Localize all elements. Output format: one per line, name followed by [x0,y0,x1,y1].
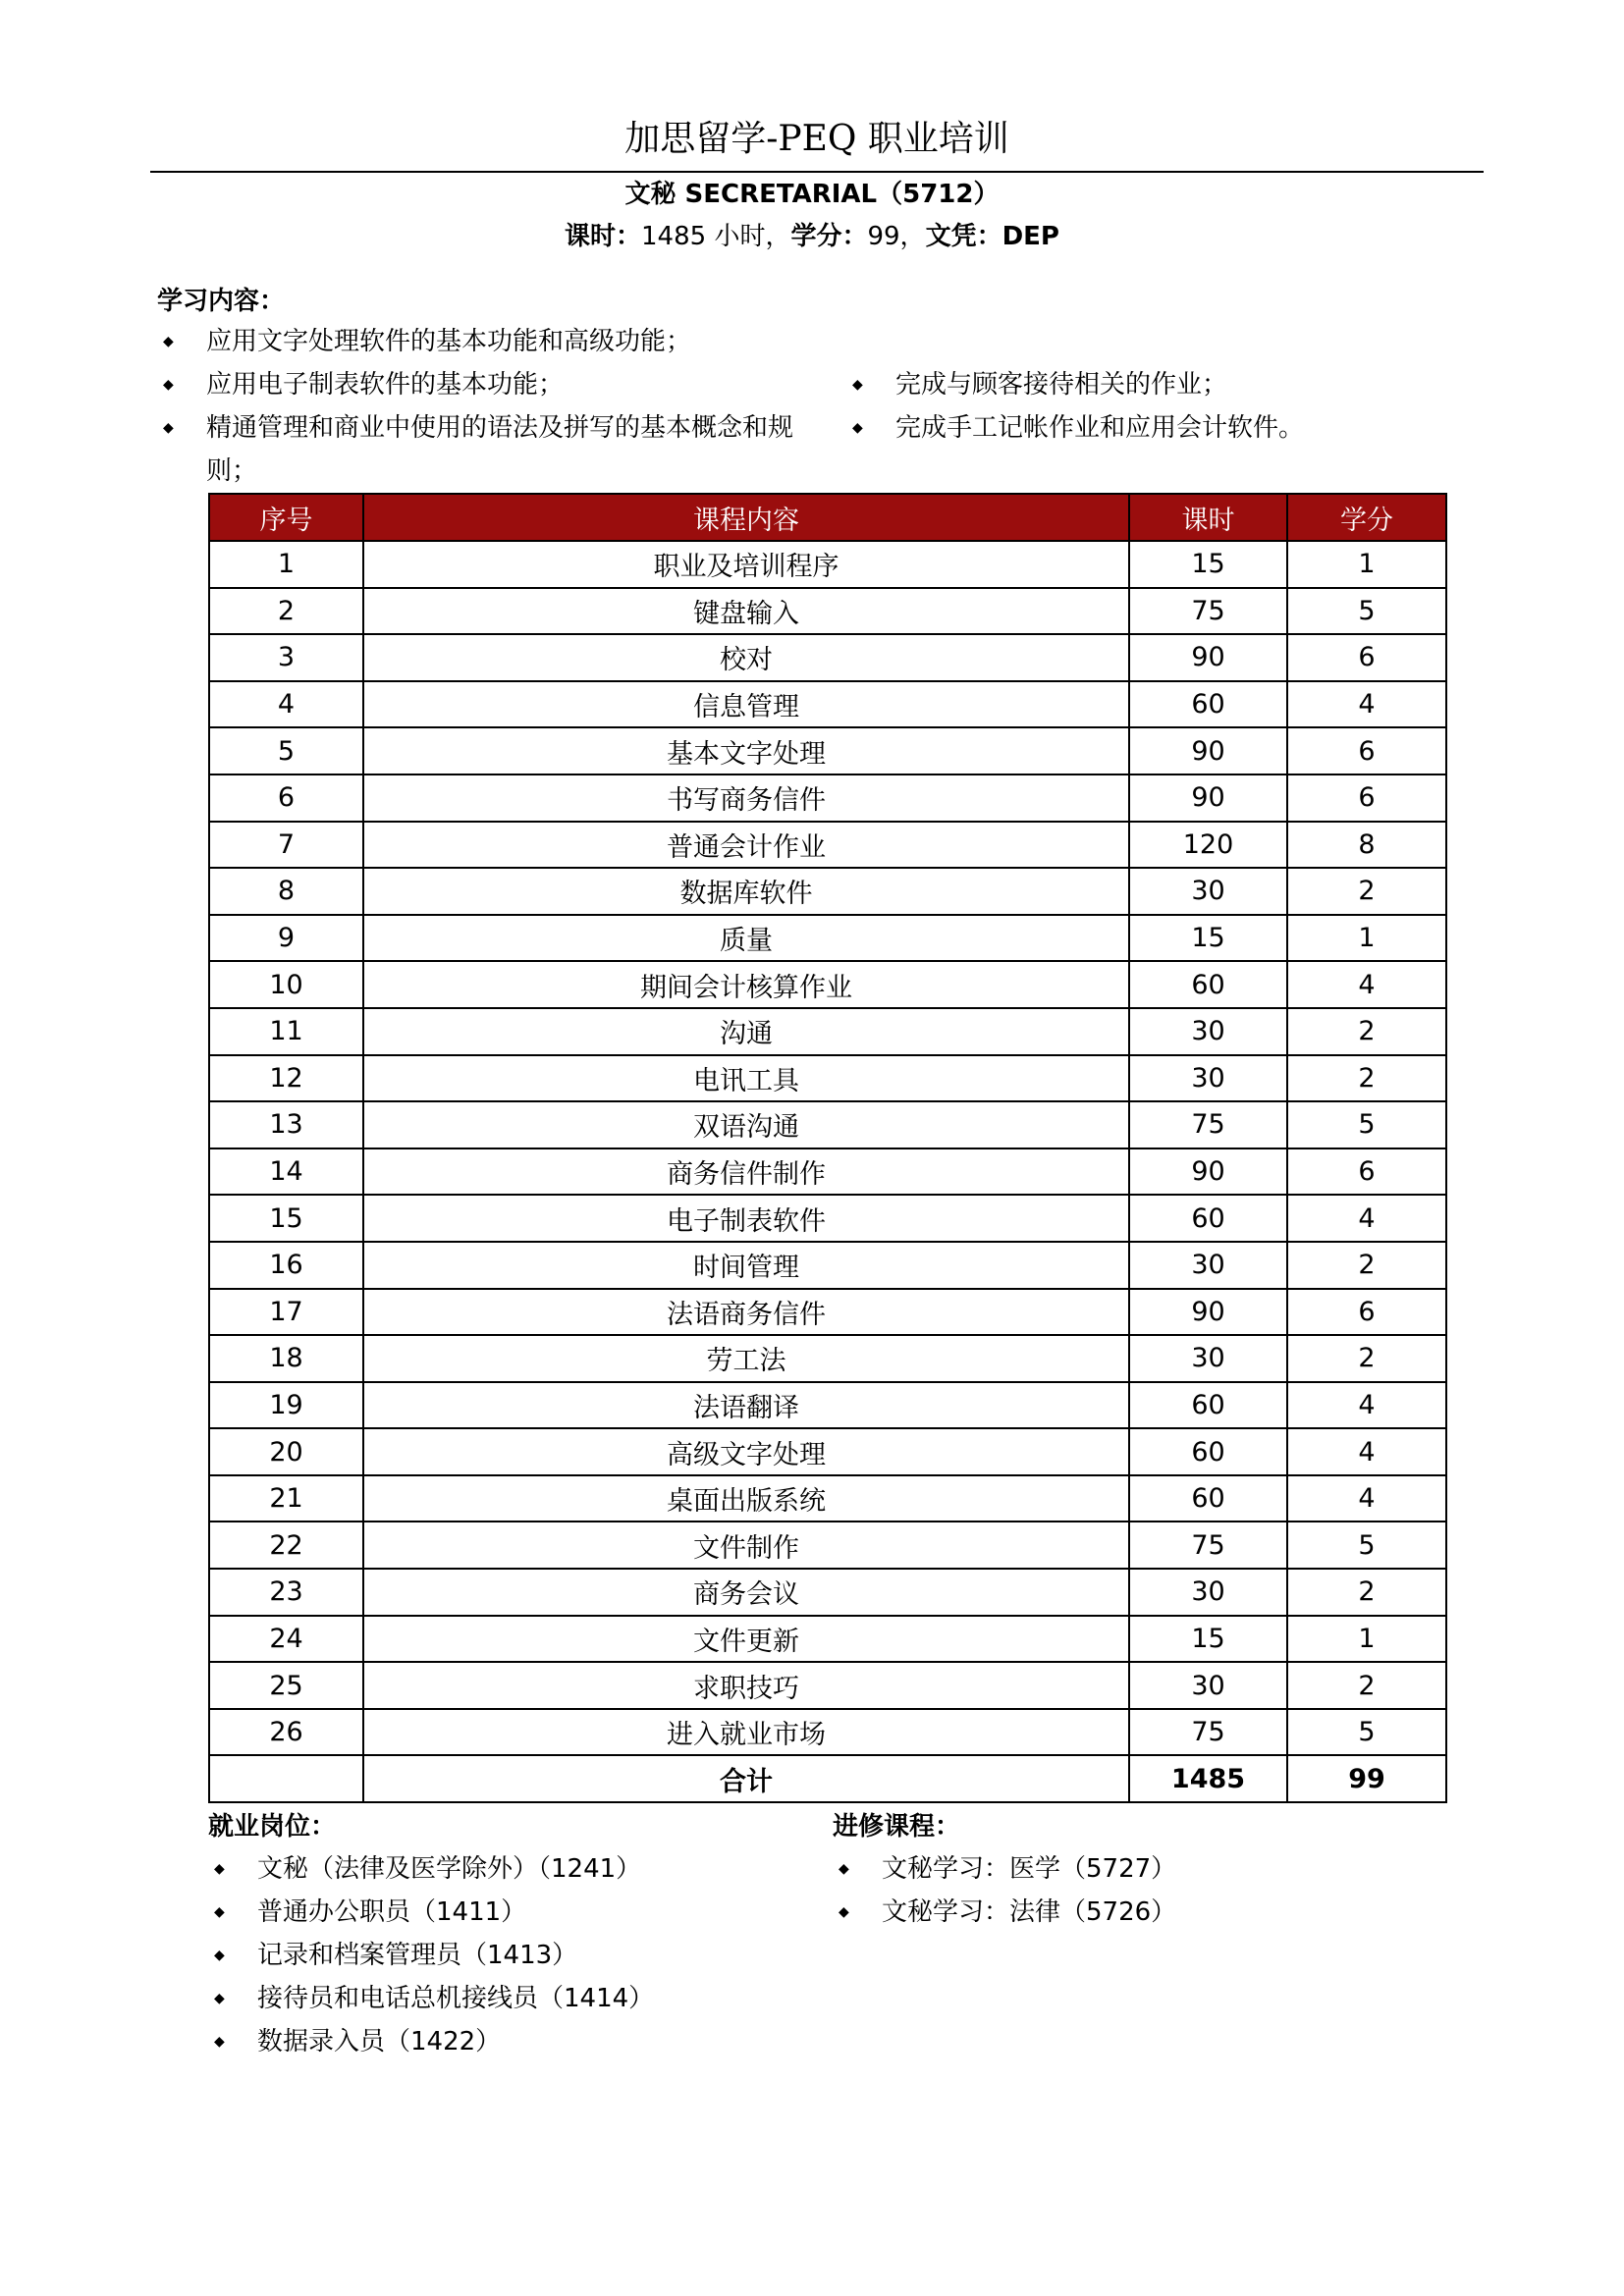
list-item: ◆ 数据录入员（1422） [208,2020,817,2063]
cell-hours: 15 [1129,915,1287,962]
cell-hours: 30 [1129,1662,1287,1709]
bullet-icon: ◆ [839,1861,849,1877]
cell-credits: 5 [1287,1522,1446,1569]
total-cell-number [209,1755,363,1802]
cell-credits: 5 [1287,1709,1446,1756]
column-header-course: 课程内容 [363,494,1129,541]
table-row [209,1382,1446,1429]
cell-number: 4 [209,681,363,728]
cell-number: 23 [209,1569,363,1616]
cell-credits: 5 [1287,588,1446,635]
cell-hours: 75 [1129,1709,1287,1756]
table-row [209,1616,1446,1663]
diploma-value: DEP [1001,222,1059,251]
cell-course: 电子制表软件 [363,1195,1129,1242]
table-row [209,1335,1446,1382]
list-item: ◆ 完成手工记帐作业和应用会计软件。 [846,406,1455,450]
cell-hours: 60 [1129,1428,1287,1475]
cell-credits: 2 [1287,1008,1446,1055]
table-row [209,1522,1446,1569]
table-header-row [209,494,1446,541]
jobs-list [208,1847,817,2063]
table-row [209,915,1446,962]
cell-course: 高级文字处理 [363,1428,1129,1475]
cell-number: 26 [209,1709,363,1756]
cell-credits: 4 [1287,961,1446,1008]
cell-credits: 6 [1287,634,1446,681]
cell-credits: 5 [1287,1101,1446,1148]
table-body [209,541,1446,1802]
bullet-icon: ◆ [214,1991,225,2006]
cell-credits: 2 [1287,1242,1446,1289]
table-row [209,1569,1446,1616]
cell-number: 19 [209,1382,363,1429]
cell-credits: 2 [1287,1335,1446,1382]
table-row [209,588,1446,635]
table-row [209,1662,1446,1709]
cell-hours: 30 [1129,1335,1287,1382]
cell-hours: 30 [1129,868,1287,915]
table-row [209,1289,1446,1336]
cell-course: 文件制作 [363,1522,1129,1569]
course-table [208,493,1447,1803]
list-item: ◆ 文秘学习：法律（5726） [833,1891,1441,1934]
table-row [209,822,1446,869]
cell-hours: 60 [1129,1195,1287,1242]
cell-number: 8 [209,868,363,915]
page-header [150,108,1484,173]
cell-number: 13 [209,1101,363,1148]
hours-label: 课时： [565,222,642,251]
cell-hours: 15 [1129,541,1287,588]
cell-hours: 90 [1129,634,1287,681]
table-row [209,541,1446,588]
cell-course: 法语商务信件 [363,1289,1129,1336]
table-row [209,1101,1446,1148]
table-row [209,1709,1446,1756]
column-header-number: 序号 [209,494,363,541]
cell-credits: 2 [1287,1569,1446,1616]
hours-value: 1485 小时， [641,222,791,251]
study-list-right [846,363,1455,450]
study-heading: 学习内容： [157,287,286,316]
column-header-credits: 学分 [1287,494,1446,541]
bullet-icon: ◆ [163,420,174,436]
cell-number: 18 [209,1335,363,1382]
cell-hours: 60 [1129,961,1287,1008]
cell-hours: 75 [1129,588,1287,635]
cell-course: 信息管理 [363,681,1129,728]
cell-credits: 8 [1287,822,1446,869]
table-row [209,961,1446,1008]
cell-number: 21 [209,1475,363,1522]
cell-course: 法语翻译 [363,1382,1129,1429]
cell-course: 键盘输入 [363,588,1129,635]
cell-course: 进入就业市场 [363,1709,1129,1756]
cell-hours: 60 [1129,1382,1287,1429]
cell-hours: 90 [1129,774,1287,822]
total-cell-course: 合计 [363,1755,1129,1802]
table-row [209,727,1446,774]
cell-credits: 4 [1287,1195,1446,1242]
cell-credits: 1 [1287,915,1446,962]
cell-credits: 6 [1287,1148,1446,1196]
cell-number: 7 [209,822,363,869]
list-item: ◆ 文秘（法律及医学除外）（1241） [208,1847,817,1891]
document-title: 加思留学-PEQ 职业培训 [624,119,1009,159]
bullet-icon: ◆ [839,1904,849,1920]
list-item: ◆ 普通办公职员（1411） [208,1891,817,1934]
bullet-icon: ◆ [214,1904,225,1920]
cell-hours: 60 [1129,1475,1287,1522]
cell-hours: 75 [1129,1101,1287,1148]
cell-hours: 15 [1129,1616,1287,1663]
list-item: ◆ 完成与顾客接待相关的作业； [846,363,1455,406]
program-summary [0,216,1624,252]
cell-hours: 75 [1129,1522,1287,1569]
cell-course: 数据库软件 [363,868,1129,915]
program-title: 文秘 SECRETARIAL（5712） [624,180,1000,209]
cell-course: 普通会计作业 [363,822,1129,869]
cell-course: 校对 [363,634,1129,681]
cell-course: 期间会计核算作业 [363,961,1129,1008]
cell-number: 22 [209,1522,363,1569]
jobs-heading: 就业岗位： [208,1812,337,1842]
further-list [833,1847,1441,1934]
cell-number: 24 [209,1616,363,1663]
table-total-row [209,1755,1446,1802]
cell-credits: 4 [1287,1475,1446,1522]
cell-number: 14 [209,1148,363,1196]
table-row [209,1195,1446,1242]
cell-number: 5 [209,727,363,774]
table-row [209,1148,1446,1196]
cell-course: 电讯工具 [363,1055,1129,1102]
cell-number: 25 [209,1662,363,1709]
bullet-icon: ◆ [163,377,174,393]
cell-number: 3 [209,634,363,681]
table-row [209,681,1446,728]
table-row [209,1475,1446,1522]
diploma-label: 文凭： [925,222,1002,251]
table-row [209,634,1446,681]
total-cell-hours: 1485 [1129,1755,1287,1802]
cell-hours: 30 [1129,1569,1287,1616]
cell-course: 商务会议 [363,1569,1129,1616]
bullet-icon: ◆ [852,377,863,393]
cell-course: 时间管理 [363,1242,1129,1289]
bullet-icon: ◆ [852,420,863,436]
cell-credits: 2 [1287,1055,1446,1102]
cell-course: 书写商务信件 [363,774,1129,822]
credits-label: 学分： [790,222,868,251]
cell-number: 1 [209,541,363,588]
cell-hours: 90 [1129,1289,1287,1336]
cell-course: 桌面出版系统 [363,1475,1129,1522]
table-row [209,774,1446,822]
list-item: ◆ 文秘学习：医学（5727） [833,1847,1441,1891]
cell-number: 15 [209,1195,363,1242]
credits-value: 99， [867,222,926,251]
cell-number: 16 [209,1242,363,1289]
cell-number: 12 [209,1055,363,1102]
cell-number: 17 [209,1289,363,1336]
table-row [209,1242,1446,1289]
cell-credits: 6 [1287,727,1446,774]
further-heading: 进修课程： [833,1812,961,1842]
cell-hours: 90 [1129,727,1287,774]
bullet-icon: ◆ [214,1948,225,1963]
list-item: ◆ 应用电子制表软件的基本功能； [157,363,795,406]
bullet-icon: ◆ [163,334,174,349]
cell-number: 2 [209,588,363,635]
cell-hours: 30 [1129,1008,1287,1055]
cell-course: 求职技巧 [363,1662,1129,1709]
cell-hours: 30 [1129,1242,1287,1289]
total-cell-credits: 99 [1287,1755,1446,1802]
cell-credits: 4 [1287,681,1446,728]
cell-credits: 2 [1287,868,1446,915]
cell-course: 职业及培训程序 [363,541,1129,588]
cell-credits: 6 [1287,774,1446,822]
cell-number: 11 [209,1008,363,1055]
table-row [209,1428,1446,1475]
list-item: ◆ 记录和档案管理员（1413） [208,1934,817,1977]
cell-number: 6 [209,774,363,822]
cell-credits: 1 [1287,1616,1446,1663]
table-row [209,868,1446,915]
cell-hours: 120 [1129,822,1287,869]
list-item: ◆ 精通管理和商业中使用的语法及拼写的基本概念和规则； [157,406,795,493]
list-item: ◆ 应用文字处理软件的基本功能和高级功能； [157,320,795,363]
study-list-left [157,320,795,493]
cell-number: 9 [209,915,363,962]
cell-course: 质量 [363,915,1129,962]
bullet-icon: ◆ [214,1861,225,1877]
table-row [209,1008,1446,1055]
cell-course: 商务信件制作 [363,1148,1129,1196]
cell-number: 10 [209,961,363,1008]
cell-course: 沟通 [363,1008,1129,1055]
table-row [209,1055,1446,1102]
cell-hours: 60 [1129,681,1287,728]
column-header-hours: 课时 [1129,494,1287,541]
bullet-icon: ◆ [214,2034,225,2050]
cell-credits: 2 [1287,1662,1446,1709]
cell-credits: 4 [1287,1428,1446,1475]
cell-number: 20 [209,1428,363,1475]
cell-course: 基本文字处理 [363,727,1129,774]
cell-hours: 90 [1129,1148,1287,1196]
cell-hours: 30 [1129,1055,1287,1102]
cell-credits: 1 [1287,541,1446,588]
cell-credits: 6 [1287,1289,1446,1336]
list-item: ◆ 接待员和电话总机接线员（1414） [208,1977,817,2020]
cell-credits: 4 [1287,1382,1446,1429]
cell-course: 文件更新 [363,1616,1129,1663]
cell-course: 双语沟通 [363,1101,1129,1148]
cell-course: 劳工法 [363,1335,1129,1382]
